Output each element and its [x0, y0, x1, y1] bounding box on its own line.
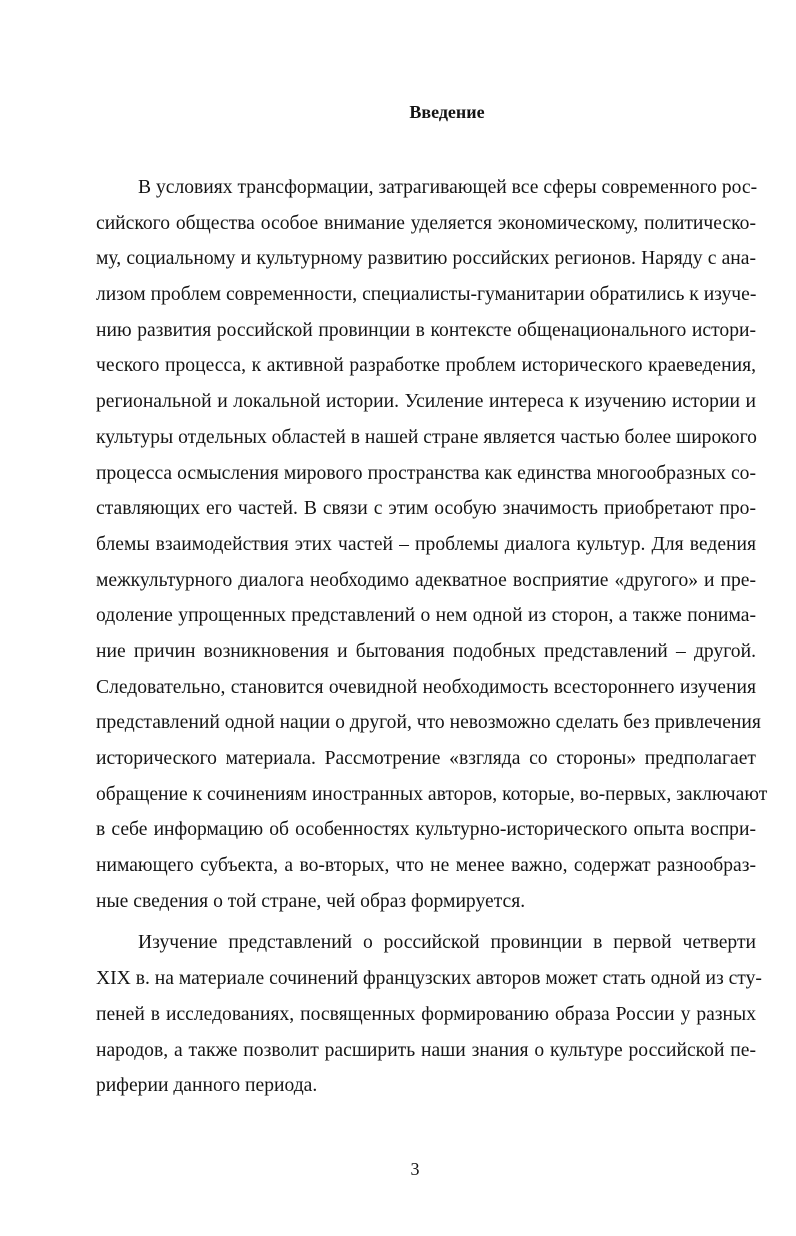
page-title: Введение [409, 102, 485, 122]
body-text [96, 170, 768, 1104]
text-line: XIX в. на материале сочинений французских авторов может стать одной из сту- [96, 968, 762, 990]
text-line: Следовательно, становится очевидной необходимость всестороннего изучения [96, 676, 756, 698]
text-line: народов, а также позволит расширить наши знания о культуре российской пе- [96, 1039, 756, 1061]
paragraph [96, 170, 768, 919]
text-line: культуры отдельных областей в нашей стране является частью более широкого [96, 426, 757, 448]
text-line: региональной и локальной истории. Усиление интереса к изучению истории и [96, 391, 756, 413]
text-line: ческого процесса, к активной разработке проблем исторического краеведения, [96, 355, 756, 377]
text-line: одоление упрощенных представлений о нем одной из сторон, а также понима- [96, 605, 756, 627]
text-line: лизом проблем современности, специалисты-гуманитарии обратились к изуче- [96, 284, 757, 306]
text-line: межкультурного диалога необходимо адекватное восприятие «другого» и пре- [96, 569, 756, 591]
text-line: В условиях трансформации, затрагивающей все сферы современного рос- [138, 177, 758, 198]
text-line: исторического материала. Рассмотрение «взгляда со стороны» предполагает [96, 748, 756, 769]
text-line: в себе информацию об особенностях культурно-исторического опыта воспри- [96, 819, 756, 841]
text-line: ставляющих его частей. В связи с этим особую значимость приобретают про- [96, 498, 756, 520]
text-line: блемы взаимодействия этих частей – проблемы диалога культур. Для ведения [96, 533, 756, 555]
text-line: ные сведения о той стране, чей образ формируется. [96, 890, 526, 912]
text-line: процесса осмысления мирового пространства как единства многообразных со- [96, 462, 756, 484]
page-number: 3 [410, 1159, 420, 1179]
text-line: нимающего субъекта, а во-вторых, что не менее важно, содержат разнообраз- [96, 855, 756, 877]
text-line: представлений одной нации о другой, что невозможно сделать без привлечения [96, 712, 761, 734]
text-line: сийского общества особое внимание уделяется экономическому, политическо- [96, 212, 756, 234]
text-line: риферии данного периода. [96, 1075, 318, 1097]
text-line: Изучение представлений о российской провинции в первой четверти [138, 932, 756, 954]
text-line: му, социальному и культурному развитию российских регионов. Наряду с ана- [96, 248, 756, 270]
text-line: ние причин возникновения и бытования подобных представлений – другой. [96, 640, 756, 662]
text-line: обращение к сочинениям иностранных авторов, которые, во-первых, заключают [96, 783, 768, 805]
paragraph [96, 925, 762, 1103]
text-line: пеней в исследованиях, посвященных формированию образа России у разных [96, 1003, 756, 1025]
text-line: нию развития российской провинции в контексте общенационального истори- [96, 319, 756, 341]
